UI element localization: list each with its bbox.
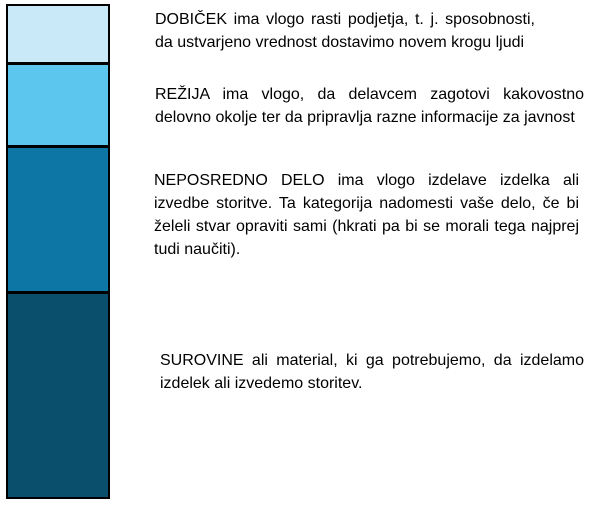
- description-neposredno-delo: NEPOSREDNO DELO ima vlogo izdelave izdelka ali izvedbe storitve. Ta kategorija nadomesti vaše delo, če bi želeli stvar opraviti sami (hkrati pa bi se morali tega najprej tudi naučiti).: [154, 172, 579, 258]
- bar-segment-neposredno-delo: [6, 146, 110, 293]
- description-dobicek: DOBIČEK ima vlogo rasti podjetja, t. j. sposobnosti, da ustvarjeno vrednost dostavimo novem krogu ljudi: [155, 11, 535, 51]
- description-surovine: SUROVINE ali material, ki ga potrebujemo, da izdelamo izdelek ali izvedemo storitev.: [160, 352, 584, 392]
- description-rezija: REŽIJA ima vlogo, da delavcem zagotovi kakovostno delovno okolje ter da pripravlja razne informacije za javnost: [155, 86, 584, 126]
- bar-segment-surovine: [6, 292, 110, 499]
- stacked-bar: [6, 4, 110, 499]
- bar-segment-dobicek: [6, 4, 110, 64]
- bar-segment-rezija: [6, 63, 110, 147]
